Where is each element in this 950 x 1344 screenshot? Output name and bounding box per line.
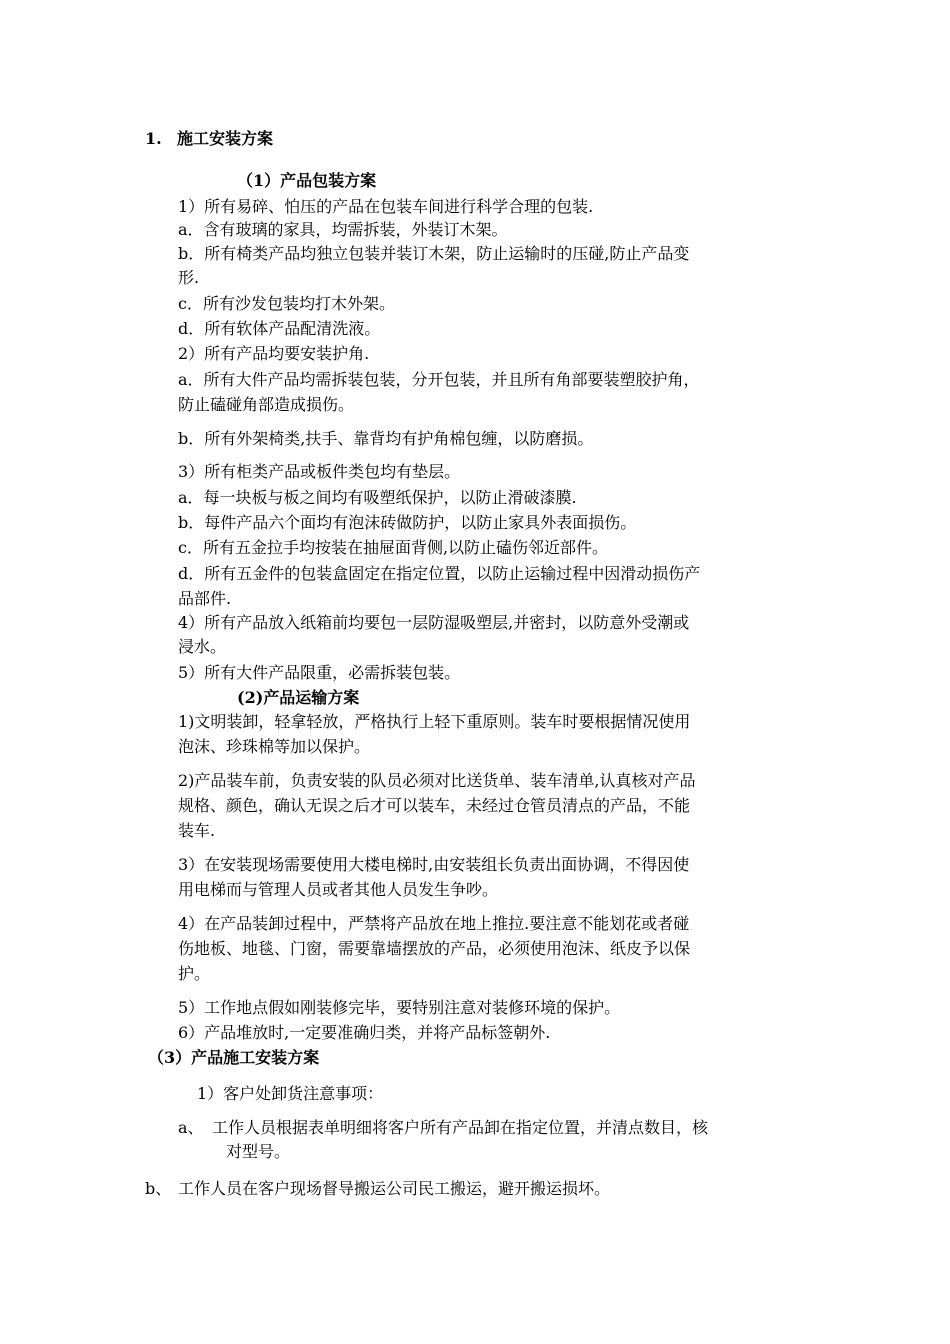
paragraph-line: 2)产品装车前，负责安装的队员必须对比送货单、装车清单,认真核对产品 <box>178 771 696 790</box>
paragraph-line: 浸水。 <box>178 637 227 656</box>
paragraph-line: 5）所有大件产品限重，必需拆装包装。 <box>178 663 461 682</box>
subsection-title-packaging: （1）产品包装方案 <box>237 171 377 190</box>
paragraph-line: 形. <box>178 268 200 287</box>
subsection-title-installation: （3）产品施工安装方案 <box>148 1048 320 1067</box>
paragraph-line: 装车. <box>178 821 216 840</box>
paragraph-line: a．含有玻璃的家具，均需拆装，外装订木架。 <box>178 220 508 239</box>
paragraph-line: 品部件. <box>178 589 232 608</box>
paragraph-line: b．每件产品六个面均有泡沫砖做防护，以防止家具外表面损伤。 <box>178 513 637 532</box>
paragraph-line: a．每一块板与板之间均有吸塑纸保护，以防止滑破漆膜. <box>178 488 577 507</box>
paragraph-line: 1）客户处卸货注意事项： <box>197 1084 384 1103</box>
list-marker: b、 <box>145 1179 172 1198</box>
paragraph-line: 6）产品堆放时,一定要准确归类，并将产品标签朝外. <box>178 1023 551 1042</box>
paragraph-line: b．所有椅类产品均独立包装并装订木架，防止运输时的压碰,防止产品变 <box>178 244 690 263</box>
list-item-text: 工作人员根据表单明细将客户所有产品卸在指定位置，并清点数目，核 <box>212 1118 709 1137</box>
paragraph-line: 3）所有柜类产品或板件类包均有垫层。 <box>178 462 461 481</box>
paragraph-line: 用电梯而与管理人员或者其他人员发生争吵。 <box>178 880 499 899</box>
paragraph-line: 2）所有产品均要安装护角. <box>178 344 370 363</box>
paragraph-line: 规格、颜色，确认无误之后才可以装车，未经过仓管员清点的产品，不能 <box>178 796 691 815</box>
paragraph-line: c．所有五金拉手均按装在抽屉面背侧,以防止磕伤邻近部件。 <box>178 538 609 557</box>
paragraph-line: a．所有大件产品均需拆装包装，分开包装，并且所有角部要装塑胶护角， <box>178 370 700 389</box>
page-heading: 施工安装方案 <box>177 129 274 148</box>
paragraph-line: 1）所有易碎、怕压的产品在包装车间进行科学合理的包装. <box>178 197 594 216</box>
list-marker: a、 <box>178 1118 204 1137</box>
paragraph-line: 5）工作地点假如刚装修完毕，要特别注意对装修环境的保护。 <box>178 998 621 1017</box>
paragraph-line: 护。 <box>178 964 211 983</box>
list-item-text: 对型号。 <box>226 1142 291 1161</box>
paragraph-line: 4）所有产品放入纸箱前均要包一层防湿吸塑层,并密封，以防意外受潮或 <box>178 613 690 632</box>
paragraph-line: c．所有沙发包装均打木外架。 <box>178 294 395 313</box>
section-number: 1. <box>145 129 162 148</box>
paragraph-line: 泡沫、珍珠棉等加以保护。 <box>178 737 371 756</box>
subsection-title-transport: (2)产品运输方案 <box>237 688 360 707</box>
list-item-text: 工作人员在客户现场督导搬运公司民工搬运，避开搬运损坏。 <box>178 1179 611 1198</box>
paragraph-line: d．所有软体产品配清洗液。 <box>178 319 381 338</box>
paragraph-line: 1)文明装卸，轻拿轻放，严格执行上轻下重原则。装车时要根据情况使用 <box>178 712 691 731</box>
paragraph-line: 伤地板、地毯、门窗，需要靠墙摆放的产品，必须使用泡沫、纸皮予以保 <box>178 939 691 958</box>
paragraph-line: 3）在安装现场需要使用大楼电梯时,由安装组长负责出面协调，不得因使 <box>178 855 690 874</box>
paragraph-line: 防止磕碰角部造成损伤。 <box>178 395 355 414</box>
paragraph-line: 4）在产品装卸过程中，严禁将产品放在地上推拉.要注意不能划花或者碰 <box>178 914 690 933</box>
paragraph-line: d．所有五金件的包装盒固定在指定位置，以防止运输过程中因滑动损伤产 <box>178 564 701 583</box>
paragraph-line: b．所有外架椅类,扶手、靠背均有护角棉包缠，以防磨损。 <box>178 429 594 448</box>
